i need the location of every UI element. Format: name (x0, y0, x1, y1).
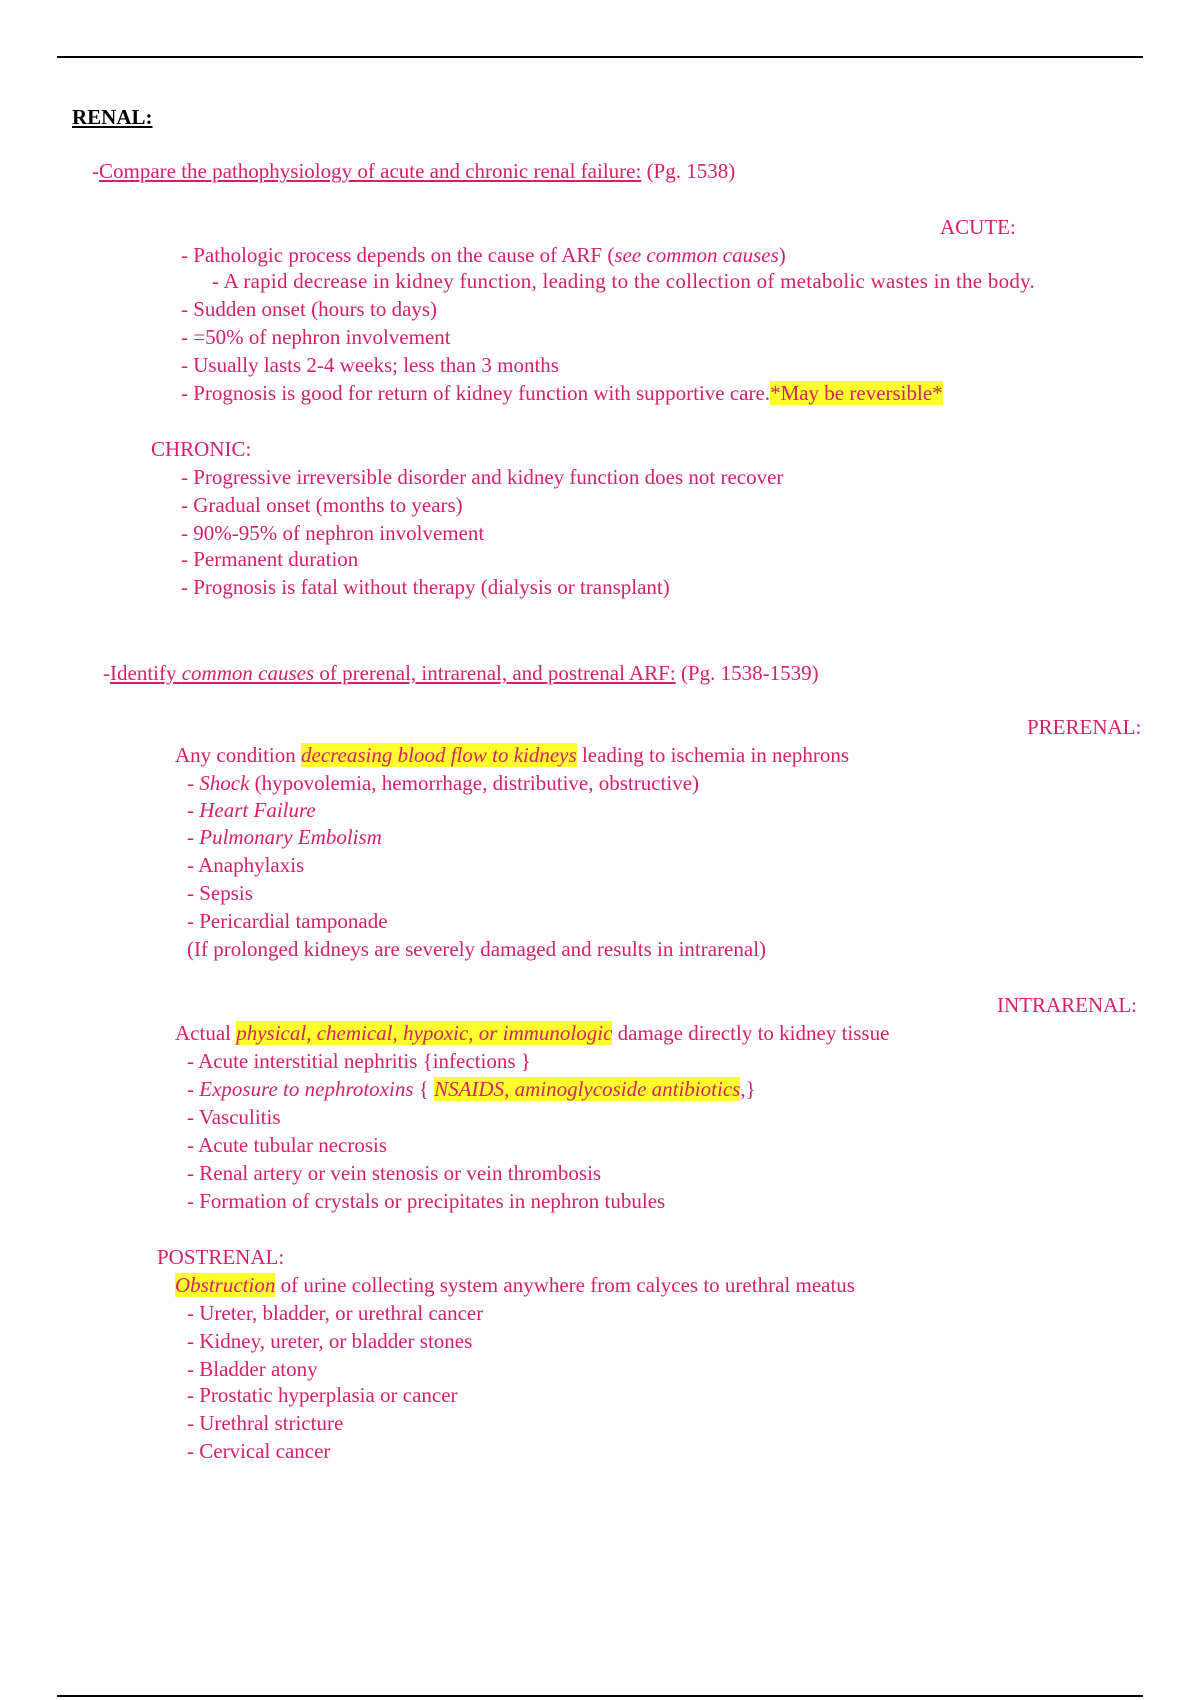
prerenal-note: (If prolonged kidneys are severely damaged and results in intrarenal) (187, 937, 767, 961)
intrarenal-item: - Renal artery or vein stenosis or vein thrombosis (187, 1161, 602, 1185)
acute-item-4: - =50% of nephron involvement (181, 325, 451, 349)
intrarenal-heading: INTRARENAL: (997, 993, 1137, 1017)
dash: - (187, 771, 200, 795)
prerenal-intro-end: leading to ischemia in nephrons (576, 743, 850, 767)
prerenal-item-heart-failure (187, 797, 316, 823)
acute-item-1-end: ) (778, 243, 786, 267)
chronic-item: - 90%-95% of nephron involvement (181, 521, 485, 545)
acute-item-2: - A rapid decrease in kidney function, leading to the collection of metabolic wastes in the body. (212, 269, 1035, 293)
top-rule (57, 56, 1143, 58)
intrarenal-item: - Acute tubular necrosis (187, 1133, 388, 1157)
prerenal-intro-highlight: decreasing blood flow to kidneys (301, 743, 577, 767)
question-prefix: - (103, 661, 110, 685)
chronic-item: - Permanent duration (181, 547, 359, 571)
question-compare (92, 158, 735, 184)
question-identify-link-italic: common causes (181, 661, 315, 685)
prerenal-intro-text: Any condition (175, 743, 301, 767)
question-compare-page: (Pg. 1538) (641, 159, 736, 183)
intrarenal-item: - Formation of crystals or precipitates in nephron tubules (187, 1189, 666, 1213)
bottom-rule (57, 1695, 1143, 1697)
prerenal-shock-italic: Shock (199, 771, 250, 795)
prerenal-item-shock (187, 770, 699, 796)
postrenal-item: - Cervical cancer (187, 1439, 331, 1463)
acute-item-1-italic: see common causes (614, 243, 779, 267)
prerenal-shock-text: (hypovolemia, hemorrhage, distributive, obstructive) (249, 771, 700, 795)
question-identify-page: (Pg. 1538-1539) (675, 661, 819, 685)
postrenal-intro (175, 1272, 855, 1298)
question-identify (103, 660, 819, 686)
prerenal-item: - Anaphylaxis (187, 853, 305, 877)
intrarenal-intro-end: damage directly to kidney tissue (612, 1021, 890, 1045)
postrenal-item: - Bladder atony (187, 1357, 318, 1381)
intrarenal-item: - Vasculitis (187, 1105, 281, 1129)
acute-item-3: - Sudden onset (hours to days) (181, 297, 438, 321)
intrarenal-intro (175, 1020, 889, 1046)
intrarenal-exposure-brace: { (413, 1077, 435, 1101)
prerenal-heart-failure-italic: Heart Failure (199, 798, 316, 822)
acute-item-6-text: - Prognosis is good for return of kidney function with supportive care. (181, 381, 771, 405)
prerenal-item-pulmonary-embolism (187, 824, 382, 850)
acute-item-1-text: - Pathologic process depends on the cause of ARF ( (181, 243, 615, 267)
prerenal-intro (175, 742, 849, 768)
postrenal-intro-text: of urine collecting system anywhere from calyces to urethral meatus (275, 1273, 855, 1297)
dash: - (187, 798, 200, 822)
prerenal-item: - Pericardial tamponade (187, 909, 388, 933)
postrenal-item: - Urethral stricture (187, 1411, 344, 1435)
intrarenal-exposure-end: ,} (740, 1077, 756, 1101)
intrarenal-intro-highlight: physical, chemical, hypoxic, or immunologic (236, 1021, 613, 1045)
intrarenal-item: - Acute interstitial nephritis {infections } (187, 1049, 531, 1073)
prerenal-heading: PRERENAL: (1027, 715, 1142, 739)
chronic-item: - Progressive irreversible disorder and kidney function does not recover (181, 465, 784, 489)
postrenal-heading: POSTRENAL: (157, 1245, 285, 1269)
chronic-item: - Gradual onset (months to years) (181, 493, 463, 517)
acute-heading: ACUTE: (940, 215, 1016, 239)
postrenal-intro-highlight: Obstruction (175, 1273, 276, 1297)
intrarenal-exposure-highlight: NSAIDS, aminoglycoside antibiotics (434, 1077, 741, 1101)
dash: - (187, 825, 200, 849)
prerenal-pe-italic: Pulmonary Embolism (199, 825, 382, 849)
chronic-heading: CHRONIC: (151, 437, 252, 461)
postrenal-item: - Prostatic hyperplasia or cancer (187, 1383, 458, 1407)
question-prefix: - (92, 159, 99, 183)
question-compare-link: Compare the pathophysiology of acute and chronic renal failure: (99, 159, 642, 183)
acute-item-5: - Usually lasts 2-4 weeks; less than 3 months (181, 353, 559, 377)
postrenal-item: - Kidney, ureter, or bladder stones (187, 1329, 473, 1353)
chronic-item: - Prognosis is fatal without therapy (dialysis or transplant) (181, 575, 670, 599)
intrarenal-intro-text: Actual (175, 1021, 237, 1045)
intrarenal-item-exposure (187, 1076, 756, 1102)
question-identify-link-end: of prerenal, intrarenal, and postrenal ARF: (314, 661, 676, 685)
acute-item-6-highlight: *May be reversible* (770, 381, 943, 405)
postrenal-item: - Ureter, bladder, or urethral cancer (187, 1301, 484, 1325)
acute-item-1 (181, 242, 786, 268)
dash: - (187, 1077, 200, 1101)
page-title: RENAL: (72, 105, 153, 129)
prerenal-item: - Sepsis (187, 881, 253, 905)
question-identify-link: Identify (110, 661, 182, 685)
intrarenal-exposure-italic: Exposure to nephrotoxins (199, 1077, 414, 1101)
acute-item-6 (181, 380, 943, 406)
